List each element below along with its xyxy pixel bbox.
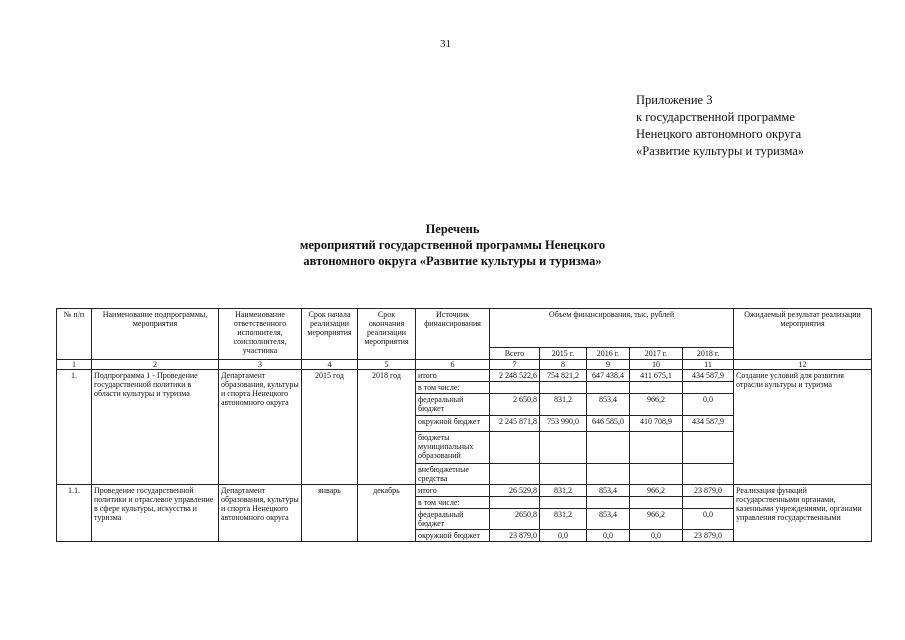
amount-2016: [587, 497, 630, 509]
amount-total: [490, 432, 540, 464]
appendix-note: [636, 92, 804, 160]
amount-2017: 966,2: [630, 485, 683, 497]
title-line: Перечень: [425, 222, 480, 236]
amount-total: 2 650,8: [490, 394, 540, 416]
column-number-row: [57, 360, 872, 370]
column-number: 6: [416, 360, 490, 370]
header-2015: 2015 г.: [540, 348, 587, 360]
amount-total: 26 529,8: [490, 485, 540, 497]
column-number: 11: [683, 360, 734, 370]
header-executor: Наименование ответственного исполнителя, соисполнителя, участника: [219, 309, 302, 360]
funding-source: в том числе:: [416, 382, 490, 394]
amount-2018: [683, 464, 734, 485]
amount-2018: 23 879,0: [683, 485, 734, 497]
amount-2017: [630, 432, 683, 464]
page-number: 31: [440, 38, 451, 50]
funding-source: в том числе:: [416, 497, 490, 509]
appendix-line: «Развитие культуры и туризма»: [636, 144, 805, 158]
title-line: мероприятий государственной программы Ненецкого: [299, 238, 606, 252]
amount-2018: 434 587,9: [683, 370, 734, 382]
header-2016: 2016 г.: [587, 348, 630, 360]
column-number: 10: [630, 360, 683, 370]
amount-2018: 434 587,9: [683, 416, 734, 432]
amount-2018: 0,0: [683, 509, 734, 530]
amount-2018: [683, 382, 734, 394]
header-source: Источник финансирования: [416, 309, 490, 360]
amount-total: [490, 464, 540, 485]
expected-result: Создание условий для развития отрасли культуры и туризма: [734, 370, 872, 485]
table-header-row: [57, 309, 872, 348]
amount-2015: 0,0: [540, 530, 587, 542]
funding-source: федеральный бюджет: [416, 394, 490, 416]
amount-2015: [540, 497, 587, 509]
amount-2016: [587, 432, 630, 464]
header-2017: 2017 г.: [630, 348, 683, 360]
funding-source: федеральный бюджет: [416, 509, 490, 530]
table-row: [57, 370, 872, 382]
amount-2016: [587, 382, 630, 394]
amount-2015: [540, 464, 587, 485]
funding-source: внебюджетные средства: [416, 464, 490, 485]
amount-2017: 0,0: [630, 530, 683, 542]
amount-2017: 966,2: [630, 509, 683, 530]
start-term: январь: [302, 485, 358, 542]
amount-2016: 647 438,4: [587, 370, 630, 382]
column-number: 4: [302, 360, 358, 370]
row-number: 1.1.: [57, 485, 92, 542]
amount-2016: 646 585,0: [587, 416, 630, 432]
funding-source: окружной бюджет: [416, 530, 490, 542]
amount-total: 23 879,0: [490, 530, 540, 542]
column-number: 12: [734, 360, 872, 370]
amount-2015: 831,2: [540, 394, 587, 416]
funding-source: итого: [416, 485, 490, 497]
amount-2016: 0,0: [587, 530, 630, 542]
amount-2015: [540, 382, 587, 394]
measure-name: Подпрограмма 1 - Проведение государственной политики в области культуры и туризма: [92, 370, 219, 485]
column-number: 1: [57, 360, 92, 370]
amount-2018: [683, 497, 734, 509]
amount-2017: 966,2: [630, 394, 683, 416]
header-funding: Объем финансирования, тыс. рублей: [490, 309, 734, 348]
funding-source: бюджеты муниципальных образований: [416, 432, 490, 464]
start-term: 2015 год: [302, 370, 358, 485]
amount-2017: [630, 497, 683, 509]
funding-source: окружной бюджет: [416, 416, 490, 432]
column-number: 5: [358, 360, 416, 370]
amount-2018: [683, 432, 734, 464]
amount-total: [490, 382, 540, 394]
column-number: 3: [219, 360, 302, 370]
end-term: декабрь: [358, 485, 416, 542]
header-start: Срок начала реализации мероприятия: [302, 309, 358, 360]
column-number: 2: [92, 360, 219, 370]
amount-2015: [540, 432, 587, 464]
amount-total: 2 245 871,8: [490, 416, 540, 432]
amount-total: 2 248 522,6: [490, 370, 540, 382]
header-2018: 2018 г.: [683, 348, 734, 360]
executor-name: Департамент образования, культуры и спорта Ненецкого автономного округа: [219, 485, 302, 542]
amount-2017: 410 708,9: [630, 416, 683, 432]
expected-result: Реализация функций государственными органами, казенными учреждениями, органами управления государственными: [734, 485, 872, 542]
column-number: 9: [587, 360, 630, 370]
table-row: [57, 485, 872, 497]
measures-table: [56, 308, 872, 542]
amount-2015: 831,2: [540, 485, 587, 497]
amount-2016: 853,4: [587, 394, 630, 416]
amount-2017: 411 675,1: [630, 370, 683, 382]
amount-2016: 853,4: [587, 509, 630, 530]
amount-2017: [630, 382, 683, 394]
header-result: Ожидаемый результат реализации мероприятия: [734, 309, 872, 360]
amount-2016: [587, 464, 630, 485]
amount-2018: 23 879,0: [683, 530, 734, 542]
amount-total: [490, 497, 540, 509]
executor-name: Департамент образования, культуры и спорта Ненецкого автономного округа: [219, 370, 302, 485]
amount-2015: 831,2: [540, 509, 587, 530]
funding-source: итого: [416, 370, 490, 382]
header-name: Наименование подпрограммы, мероприятия: [92, 309, 219, 360]
column-number: 8: [540, 360, 587, 370]
appendix-line: к государственной программе: [636, 110, 795, 124]
title-line: автономного округа «Развитие культуры и туризма»: [303, 254, 602, 268]
appendix-line: Приложение 3: [636, 93, 713, 107]
end-term: 2018 год: [358, 370, 416, 485]
amount-2015: 754 821,2: [540, 370, 587, 382]
header-end: Срок окончания реализации мероприятия: [358, 309, 416, 360]
amount-2017: [630, 464, 683, 485]
column-number: 7: [490, 360, 540, 370]
amount-total: 2650,8: [490, 509, 540, 530]
amount-2016: 853,4: [587, 485, 630, 497]
header-total: Всего: [490, 348, 540, 360]
row-number: 1.: [57, 370, 92, 485]
document-title: [0, 221, 905, 269]
amount-2015: 753 990,0: [540, 416, 587, 432]
amount-2018: 0,0: [683, 394, 734, 416]
appendix-line: Ненецкого автономного округа: [636, 127, 802, 141]
measure-name: Проведение государственной политики и отраслевое управление в сфере культуры, искусства и туризма: [92, 485, 219, 542]
header-num: № п/п: [57, 309, 92, 360]
